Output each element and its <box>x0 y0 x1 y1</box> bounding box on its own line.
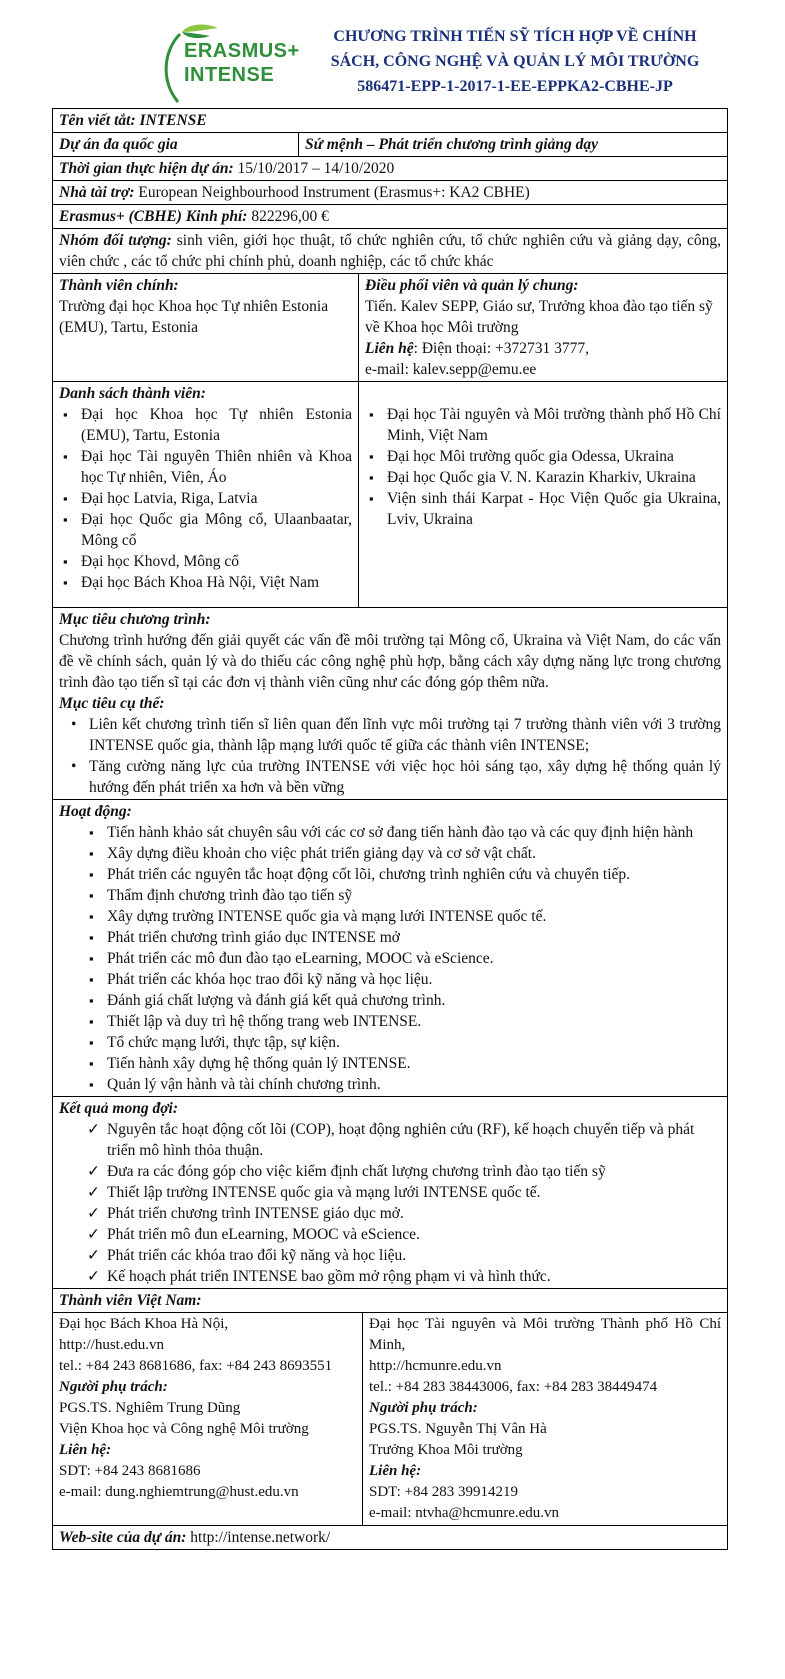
duration-row <box>53 157 727 181</box>
list-item: ✓ Phát triển chương trình INTENSE giáo dục mở. <box>59 1203 721 1224</box>
vn-members-row <box>53 1313 727 1526</box>
document-title <box>300 24 730 99</box>
main-member-cell <box>53 274 359 381</box>
vn-member-hust-cell <box>53 1313 363 1525</box>
abbreviation-row: Tên viết tắt: INTENSE <box>53 109 727 133</box>
coordinator-text: Tiến. Kalev SEPP, Giáo sư, Trưởng khoa đào tạo tiến sỹ về Khoa học Môi trường <box>365 298 713 336</box>
vn-member-tel: tel.: +84 243 8681686, fax: +84 243 8693551 <box>59 1358 333 1374</box>
budget-value: 822296,00 € <box>247 208 329 225</box>
activities-row <box>53 800 727 1097</box>
target-group-row <box>53 229 727 274</box>
main-member-coordinator-row <box>53 274 727 382</box>
page-header <box>0 0 785 100</box>
list-item: ▪ Thẩm định chương trình đào tạo tiến sỹ <box>59 885 721 906</box>
members-left-cell <box>53 382 359 607</box>
specific-objectives-label: Mục tiêu cụ thể: <box>59 695 165 712</box>
vn-member-person: PGS.TS. Nguyễn Thị Vân Hà <box>369 1421 547 1437</box>
list-item: ✓ Phát triển các khóa trao đổi kỹ năng và học liệu. <box>59 1245 721 1266</box>
vn-member-email[interactable]: e-mail: ntvha@hcmunre.edu.vn <box>369 1505 560 1521</box>
website-link[interactable]: http://intense.network/ <box>186 1529 331 1546</box>
list-item: • Tăng cường năng lực của trường INTENSE với việc học hỏi sáng tạo, xây dựng hệ thống quản lý hướng đến phát triển xa hơn và bền vững <box>59 756 721 798</box>
list-item: ▪ Đại học Khoa học Tự nhiên Estonia (EMU), Tartu, Estonia <box>59 404 352 446</box>
project-type-row <box>53 133 727 157</box>
vn-member-phone: SDT: +84 243 8681686 <box>59 1463 201 1479</box>
list-item: ▪ Tiến hành khảo sát chuyên sâu với các cơ sở đang tiến hành đào tạo và các quy định hiện hành <box>59 822 721 843</box>
coordinator-contact-label: Liên hệ <box>365 340 414 357</box>
objectives-row <box>53 608 727 800</box>
list-item: ▪ Xây dựng điều khoản cho việc phát triển giảng dạy và cơ sở vật chất. <box>59 843 721 864</box>
duration-label: Thời gian thực hiện dự án: <box>59 160 234 177</box>
list-item: ▪ Phát triển chương trình giáo dục INTENSE mở <box>59 927 721 948</box>
list-item: • Liên kết chương trình tiến sĩ liên quan đến lĩnh vực môi trường tại 7 trường thành viên với 3 trường INTENSE quốc gia, thành lập mạng lưới quốc tế giữa các thành viên INTENSE; <box>59 714 721 756</box>
list-item: ▪ Phát triển các khóa học trao đổi kỹ năng và học liệu. <box>59 969 721 990</box>
list-item: ▪ Đại học Latvia, Riga, Latvia <box>59 488 352 509</box>
project-code: 586471-EPP-1-2017-1-EE-EPPKA2-CBHE-JP <box>357 78 673 95</box>
list-item: ▪ Đại học Tài nguyên Thiên nhiên và Khoa học Tự nhiên, Viên, Áo <box>59 446 352 488</box>
sponsor-row <box>53 181 727 205</box>
vn-member-role: Trưởng Khoa Môi trường <box>369 1442 523 1458</box>
members-label: Danh sách thành viên: <box>59 385 206 402</box>
members-row <box>53 382 727 608</box>
activities-list <box>59 822 721 1095</box>
vn-member-contact-label: Liên hệ: <box>59 1442 112 1458</box>
list-item: ▪ Đại học Bách Khoa Hà Nội, Việt Nam <box>59 572 352 593</box>
list-item: ▪ Viện sinh thái Karpat - Học Viện Quốc gia Ukraina, Lviv, Ukraina <box>365 488 721 530</box>
coordinator-cell <box>359 274 727 381</box>
vn-member-phone: SDT: +84 283 39914219 <box>369 1484 518 1500</box>
list-item: ▪ Tiến hành xây dựng hệ thống quản lý INTENSE. <box>59 1053 721 1074</box>
list-item: ▪ Đánh giá chất lượng và đánh giá kết quả chương trình. <box>59 990 721 1011</box>
main-member-label: Thành viên chính: <box>59 277 179 294</box>
coordinator-phone-line <box>365 338 721 359</box>
vn-members-label: Thành viên Việt Nam: <box>53 1289 727 1313</box>
vn-member-hcmunre-cell <box>363 1313 727 1525</box>
logo-line1: ERASMUS+ <box>184 40 300 62</box>
target-group-label: Nhóm đối tượng: <box>59 232 172 249</box>
vn-member-name: Đại học Bách Khoa Hà Nội, <box>59 1316 229 1332</box>
results-label: Kết quả mong đợi: <box>59 1100 178 1117</box>
vn-member-resp-label: Người phụ trách: <box>369 1400 478 1416</box>
activities-label: Hoạt động: <box>59 803 132 820</box>
erasmus-intense-logo <box>150 20 300 110</box>
vn-member-role: Viện Khoa học và Công nghệ Môi trường <box>59 1421 309 1437</box>
vn-member-resp-label: Người phụ trách: <box>59 1379 168 1395</box>
objectives-text: Chương trình hướng đến giải quyết các vấn đề môi trường tại Mông cổ, Ukraina và Việt Nam, do các vấn đề về chính sách, quản lý và do thiếu các công nghệ phù hợp, bằng cách xây dựng năng lực trong chương trình đào tạo tiến sĩ tại các đơn vị thành viên cũng như các đóng góp thêm nữa. <box>59 632 721 691</box>
list-item: ✓ Phát triển mô đun eLearning, MOOC và eScience. <box>59 1224 721 1245</box>
vn-member-email[interactable]: e-mail: dung.nghiemtrung@hust.edu.vn <box>59 1484 299 1500</box>
project-info-table <box>52 108 728 1550</box>
list-item: ▪ Đại học Tài nguyên và Môi trường thành phố Hồ Chí Minh, Việt Nam <box>365 404 721 446</box>
objectives-label: Mục tiêu chương trình: <box>59 611 211 628</box>
list-item: ✓ Đưa ra các đóng góp cho việc kiểm định chất lượng chương trình đào tạo tiến sỹ <box>59 1161 721 1182</box>
budget-row <box>53 205 727 229</box>
coordinator-email[interactable]: e-mail: kalev.sepp@emu.ee <box>365 361 537 378</box>
sponsor-label: Nhà tài trợ: <box>59 184 135 201</box>
list-item: ✓ Kế hoạch phát triển INTENSE bao gồm mở rộng phạm vi và hình thức. <box>59 1266 721 1287</box>
list-item: ▪ Phát triển các mô đun đào tạo eLearning, MOOC và eScience. <box>59 948 721 969</box>
list-item: ✓ Nguyên tắc hoạt động cốt lõi (COP), hoạt động nghiên cứu (RF), kế hoạch chuyển tiếp và phát triển mô hình thỏa thuận. <box>59 1119 721 1161</box>
members-right-list <box>365 404 721 530</box>
website-row <box>53 1526 727 1549</box>
vn-member-website[interactable]: http://hust.edu.vn <box>59 1337 164 1353</box>
list-item: ▪ Đại học Quốc gia Mông cổ, Ulaanbaatar, Mông cổ <box>59 509 352 551</box>
specific-objectives-list <box>59 714 721 798</box>
budget-label: Erasmus+ (CBHE) Kinh phí: <box>59 208 248 225</box>
mission-cell: Sứ mệnh – Phát triển chương trình giảng dạy <box>305 136 599 153</box>
title-line1: CHƯƠNG TRÌNH TIẾN SỸ TÍCH HỢP VỀ CHÍNH <box>333 28 697 45</box>
results-row <box>53 1097 727 1289</box>
members-left-list <box>59 404 352 593</box>
list-item: ▪ Phát triển các nguyên tắc hoạt động cốt lõi, chương trình nghiên cứu và chuyển tiếp. <box>59 864 721 885</box>
vn-member-tel: tel.: +84 283 38443006, fax: +84 283 38449474 <box>369 1379 658 1395</box>
title-line2: SÁCH, CÔNG NGHỆ VÀ QUẢN LÝ MÔI TRƯỜNG <box>330 53 700 70</box>
list-item: ✓ Thiết lập trường INTENSE quốc gia và mạng lưới INTENSE quốc tế. <box>59 1182 721 1203</box>
vn-member-person: PGS.TS. Nghiêm Trung Dũng <box>59 1400 241 1416</box>
list-item: ▪ Đại học Quốc gia V. N. Karazin Kharkiv, Ukraina <box>365 467 721 488</box>
list-item: ▪ Quản lý vận hành và tài chính chương trình. <box>59 1074 721 1095</box>
logo-line2: INTENSE <box>184 64 275 86</box>
multinational-cell: Dự án đa quốc gia <box>53 133 299 156</box>
target-group-value: sinh viên, giới học thuật, tổ chức nghiên cứu, tổ chức nghiên cứu và giảng dạy, công, viên chức , các tổ chức phi chính phủ, doanh nghiệp, các tổ chức khác <box>59 232 722 270</box>
results-list <box>59 1119 721 1287</box>
list-item: ▪ Tổ chức mạng lưới, thực tập, sự kiện. <box>59 1032 721 1053</box>
website-label: Web-site của dự án: <box>59 1529 187 1546</box>
coordinator-phone: : Điện thoại: +372731 3777, <box>413 340 590 357</box>
vn-member-name: Đại học Tài nguyên và Môi trường Thành phố Hồ Chí Minh, <box>369 1316 721 1353</box>
vn-member-website[interactable]: http://hcmunre.edu.vn <box>369 1358 502 1374</box>
sponsor-value: European Neighbourhood Instrument (Erasmus+: KA2 CBHE) <box>134 184 530 201</box>
list-item: ▪ Đại học Môi trường quốc gia Odessa, Ukraina <box>365 446 721 467</box>
members-right-cell <box>359 382 727 607</box>
duration-value: 15/10/2017 – 14/10/2020 <box>233 160 395 177</box>
vn-member-contact-label: Liên hệ: <box>369 1463 422 1479</box>
list-item: ▪ Thiết lập và duy trì hệ thống trang web INTENSE. <box>59 1011 721 1032</box>
list-item: ▪ Xây dựng trường INTENSE quốc gia và mạng lưới INTENSE quốc tế. <box>59 906 721 927</box>
list-item: ▪ Đại học Khovd, Mông cổ <box>59 551 352 572</box>
main-member-text: Trường đại học Khoa học Tự nhiên Estonia (EMU), Tartu, Estonia <box>59 298 329 336</box>
coordinator-label: Điều phối viên và quản lý chung: <box>365 277 579 294</box>
